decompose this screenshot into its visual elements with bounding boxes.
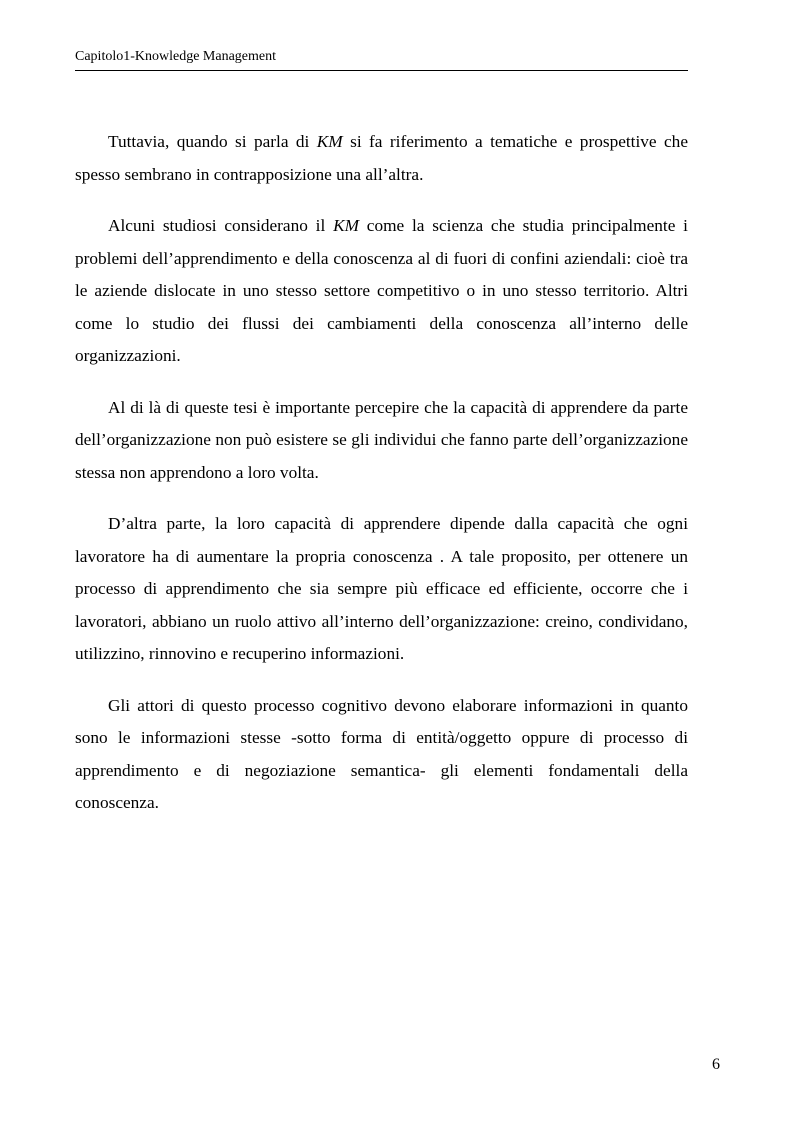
paragraph-1 <box>75 126 688 191</box>
paragraph-3: Al di là di queste tesi è importante percepire che la capacità di apprendere da parte dell’organizzazione non può esistere se gli individui che fanno parte dell’organizzazione stessa non apprendono a loro volta. <box>75 397 688 482</box>
paragraph-4: D’altra parte, la loro capacità di apprendere dipende dalla capacità che ogni lavoratore ha di aumentare la propria conoscenza . A tale proposito, per ottenere un processo di apprendimento che sia sempre più efficace ed efficiente, occorre che i lavoratori, abbiano un ruolo attivo all’interno dell’organizzazione: creino, condividano, utilizzino, rinnovino e recuperino informazioni. <box>75 514 688 663</box>
paragraph-1-text-end: si fa riferimento a tematiche e prospettive che spesso sembrano in contrapposizione una all’altra. <box>75 132 688 184</box>
paragraph-2-text-start: Alcuni studiosi considerano il <box>108 216 334 235</box>
running-header: Capitolo1-Knowledge Management <box>75 49 277 64</box>
km-emphasis: KM <box>316 132 343 151</box>
km-emphasis: KM <box>333 216 359 235</box>
page-number: 6 <box>712 1056 720 1073</box>
body-text <box>75 126 688 839</box>
paragraph-1-text-start: Tuttavia, quando si parla di <box>108 132 317 151</box>
paragraph-2-text-end: come la scienza che studia principalmente i problemi dell’apprendimento e della conoscenza al di fuori di confini aziendali: cioè tra le aziende dislocate in uno stesso settore competitivo o in uno stesso territorio. Altri come lo studio dei flussi dei cambiamenti della conoscenza all’interno delle organizzazioni. <box>75 216 688 365</box>
header-rule <box>75 70 688 71</box>
paragraph-5: Gli attori di questo processo cognitivo devono elaborare informazioni in quanto sono le informazioni stesse -sotto forma di entità/oggetto oppure di processo di apprendimento e di negoziazione semantica- gli elementi fondamentali della conoscenza. <box>75 695 688 812</box>
paragraph-2 <box>75 210 688 373</box>
